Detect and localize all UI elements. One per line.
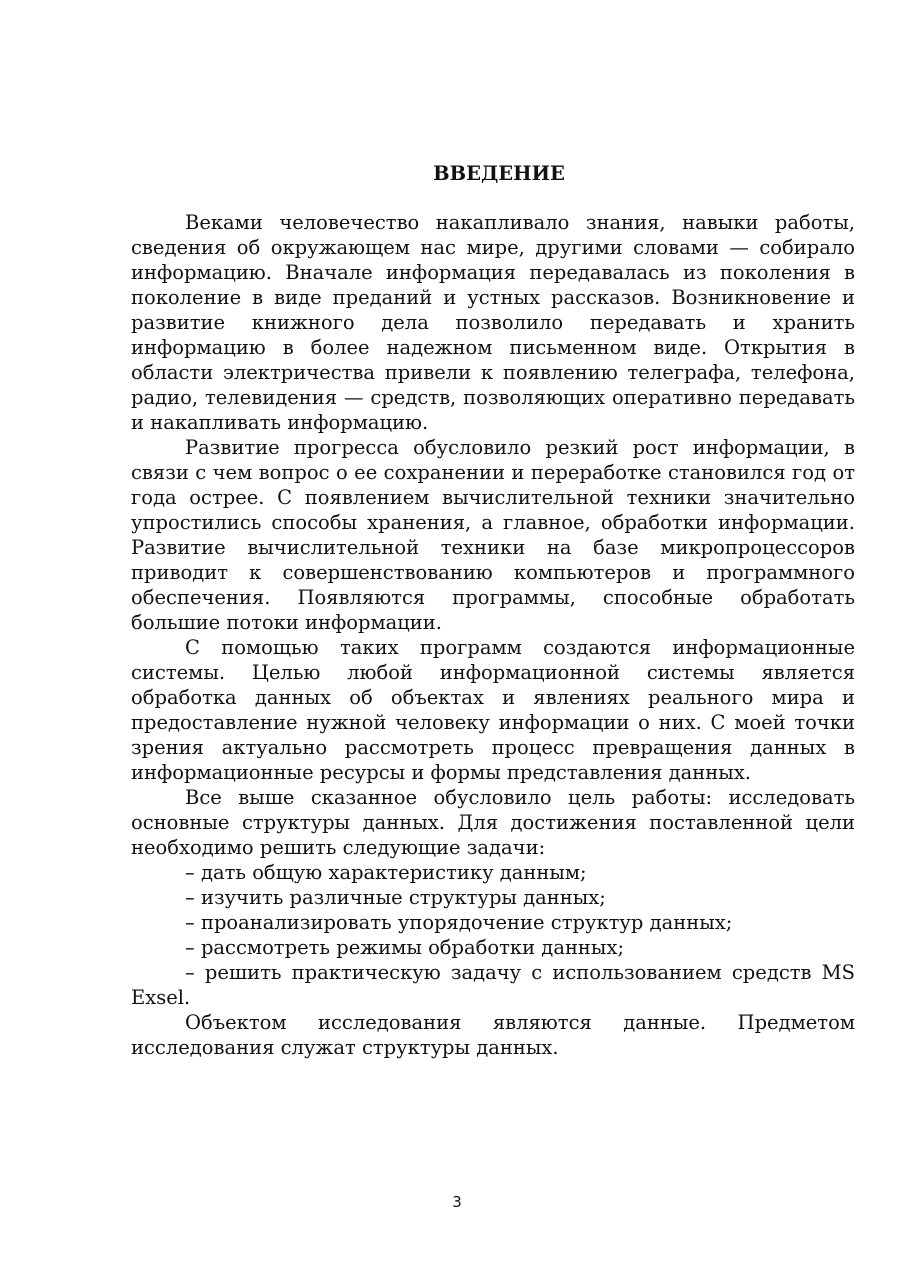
paragraph-goal: Все выше сказанное обусловило цель работы: исследовать основные структуры данных. Для достижения поставленной цели необходимо решить следующие задачи: (131, 786, 855, 859)
page-heading: ВВЕДЕНИЕ (433, 162, 565, 185)
page-body (131, 160, 855, 1060)
list-item-text: изучить различные структуры данных; (200, 886, 606, 909)
list-marker: – (185, 886, 195, 909)
paragraph-object-subject: Объектом исследования являются данные. Предметом исследования служат структуры данных. (131, 1011, 855, 1059)
list-item-text: проанализировать упорядочение структур данных; (200, 911, 733, 934)
paragraph-progress: Развитие прогресса обусловило резкий рост информации, в связи с чем вопрос о ее сохранении и переработке становился год от года острее. С появлением вычислительной техники значительно упростились способы хранения, а главное, обработки информации. Развитие вычислительной техники на базе микропроцессоров приводит к совершенствованию компьютеров и программного обеспечения. Появляются программы, способные обработать большие потоки информации. (131, 436, 855, 634)
list-marker: – (185, 861, 195, 884)
list-item-text: дать общую характеристику данным; (200, 861, 587, 884)
list-marker: – (185, 911, 195, 934)
list-item-text: рассмотреть режимы обработки данных; (200, 936, 625, 959)
list-item (131, 935, 855, 960)
list-marker: – (185, 961, 195, 984)
list-item (131, 960, 855, 1010)
page-number: 3 (452, 1193, 462, 1211)
list-item (131, 885, 855, 910)
list-item (131, 910, 855, 935)
paragraph-information-systems: С помощью таких программ создаются информационные системы. Целью любой информационной системы является обработка данных об объектах и явлениях реального мира и предоставление нужной человеку информации о них. С моей точки зрения актуально рассмотреть процесс превращения данных в информационные ресурсы и формы представления данных. (131, 636, 855, 784)
task-list (131, 860, 855, 1010)
paragraph-history: Веками человечество накапливало знания, навыки работы, сведения об окружающем нас мире, другими словами — собирало информацию. Вначале информация передавалась из поколения в поколение в виде преданий и устных рассказов. Возникновение и развитие книжного дела позволило передавать и хранить информацию в более надежном письменном виде. Открытия в области электричества привели к появлению телеграфа, телефона, радио, телевидения — средств, позволяющих оперативно передавать и накапливать информацию. (131, 211, 855, 434)
list-item (131, 860, 855, 885)
list-item-text: решить практическую задачу с использованием средств MS Exsel. (131, 961, 856, 1009)
list-marker: – (185, 936, 195, 959)
